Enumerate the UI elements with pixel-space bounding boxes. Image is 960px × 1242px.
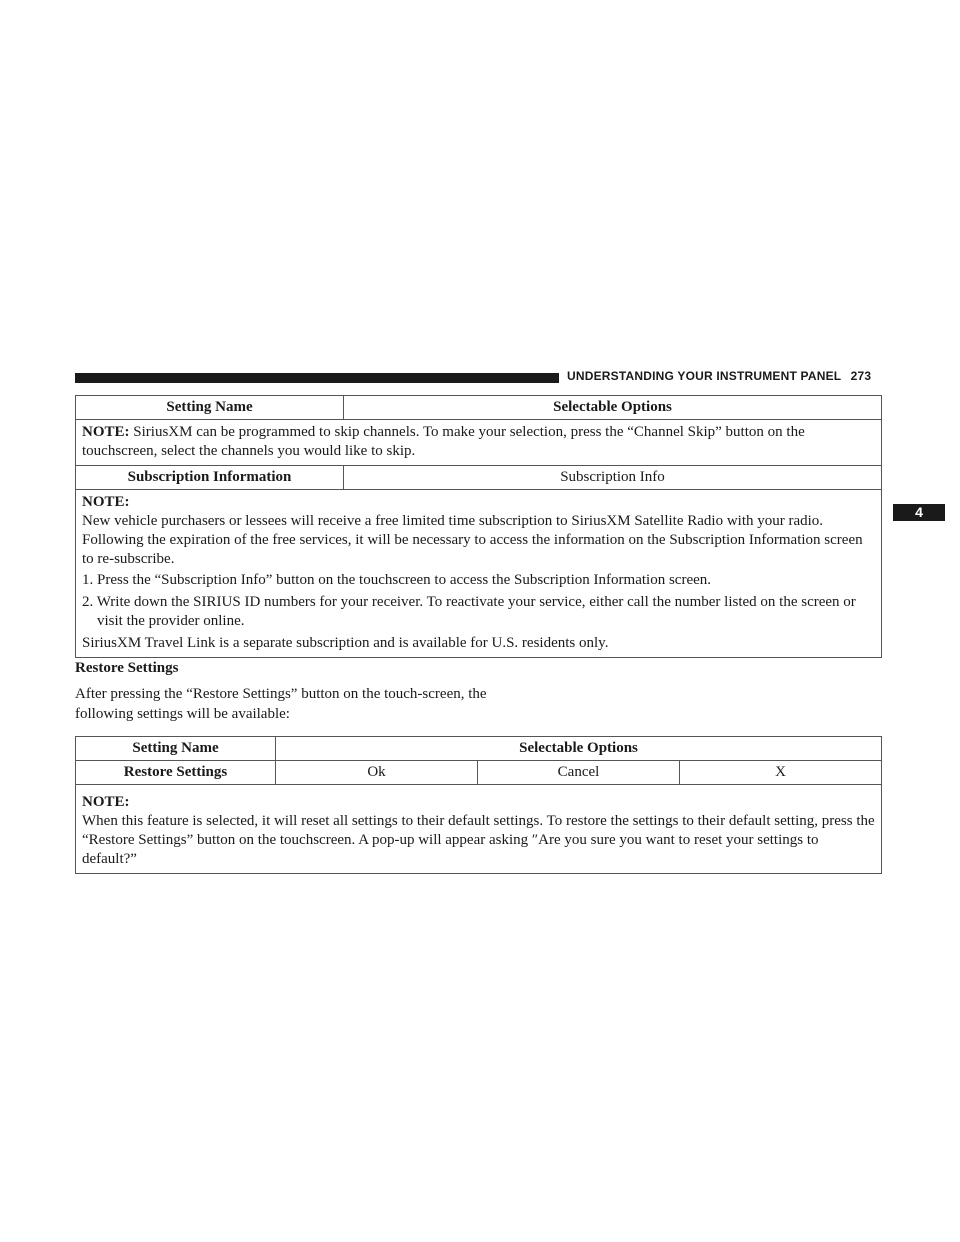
list-item: 2. Write down the SIRIUS ID numbers for your receiver. To reactivate your service, either call the number listed on the screen or visit the provider online. bbox=[82, 594, 856, 629]
note-label: NOTE: bbox=[82, 424, 130, 440]
selectable-option-cell: Subscription Info bbox=[344, 466, 882, 490]
setting-name-cell: Restore Settings bbox=[76, 761, 276, 785]
chapter-tab: 4 bbox=[893, 504, 945, 521]
option-x: X bbox=[680, 761, 882, 785]
column-header-setting-name: Setting Name bbox=[76, 737, 276, 761]
column-header-selectable-options: Selectable Options bbox=[276, 737, 882, 761]
list-item: 1. Press the “Subscription Info” button on the touchscreen to access the Subscription Information screen. bbox=[82, 572, 712, 588]
option-cancel: Cancel bbox=[478, 761, 680, 785]
column-header-selectable-options: Selectable Options bbox=[344, 396, 882, 420]
table-row-restore-settings bbox=[76, 761, 882, 785]
header-rule bbox=[75, 373, 559, 383]
table-header-row bbox=[76, 737, 882, 761]
note-steps bbox=[82, 571, 875, 631]
settings-table-siriusxm bbox=[75, 395, 882, 658]
note-intro: New vehicle purchasers or lessees will receive a free limited time subscription to SiriusXM Satellite Radio with your radio. Following the expiration of the free services, it will be necessary to access the information on the Subscription Information screen to re-subscribe. bbox=[82, 513, 863, 567]
note-text: SiriusXM can be programmed to skip channels. To make your selection, press the “Channel Skip” button on the touchscreen, select the channels you would like to skip. bbox=[82, 424, 805, 459]
section-body bbox=[75, 684, 495, 724]
note-after: SiriusXM Travel Link is a separate subscription and is available for U.S. residents only. bbox=[82, 635, 609, 651]
note-cell bbox=[76, 490, 882, 658]
section-heading-restore-settings: Restore Settings bbox=[75, 660, 179, 676]
column-header-setting-name: Setting Name bbox=[76, 396, 344, 420]
option-ok: Ok bbox=[276, 761, 478, 785]
table-row-subscription-information bbox=[76, 466, 882, 490]
note-row-subscription bbox=[76, 490, 882, 658]
note-row-restore bbox=[76, 785, 882, 874]
note-text: When this feature is selected, it will reset all settings to their default settings. To restore the settings to their default setting, press the “Restore Settings” button on the touchscreen. A pop-up will appear asking ″Are you sure you want to reset your settings to default?” bbox=[82, 813, 875, 867]
section-paragraph: After pressing the “Restore Settings” button on the touch-screen, the following settings will be available: bbox=[75, 686, 487, 722]
note-label: NOTE: bbox=[82, 794, 130, 810]
table-header-row bbox=[76, 396, 882, 420]
setting-name-cell: Subscription Information bbox=[76, 466, 344, 490]
note-label: NOTE: bbox=[82, 494, 130, 510]
running-header bbox=[567, 369, 871, 383]
page-number: 273 bbox=[850, 369, 872, 383]
note-row-channel-skip bbox=[76, 420, 882, 466]
header-title: UNDERSTANDING YOUR INSTRUMENT PANEL bbox=[567, 369, 842, 383]
note-cell bbox=[76, 420, 882, 466]
settings-table-restore bbox=[75, 736, 882, 874]
note-cell bbox=[76, 785, 882, 874]
